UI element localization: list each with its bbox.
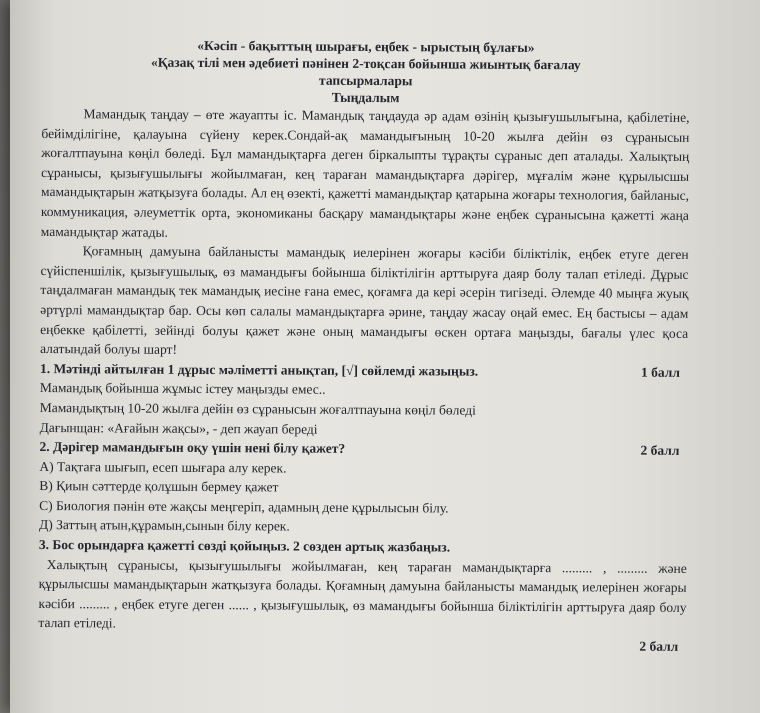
question-2-points: 2 балл [640,442,680,458]
assessment-document [38,36,690,657]
header-motto: «Кәсіп - бақыттың шырағы, еңбек - ырыстың бұлағы» [197,37,535,56]
header-title: «Қазақ тілі мен әдебиеті пәнінен 2-тоқсан бойынша жиынтық бағалау [150,54,581,73]
question-3-points: 2 балл [639,638,679,654]
question-3-title: 3. Бос орындарға қажетті сөзді қойыңыз. 2 сөзден артық жазбаңыз. [38,537,451,555]
paper-sheet [10,0,760,713]
header-subtitle: тапсырмалары [319,72,413,89]
q2-option-c: С) Биология пәнін өте жақсы меңгеріп, адамның дене құрылысын білу. [39,497,449,516]
q1-option: Мамандық бойынша жұмыс істеу маңызды емес.. [39,380,326,398]
question-3-text: Халықтың сұранысы, қызығушылығы жойылмаған, кең тараған мамандықтарға ......... , ......... және құрылысшы мамандықтарын жатқызуға болады. Қоғамның дамуына байланысты мамандық иелерінен жоғары кәсіби ......... , еңбек етуге деген ...... , қызығушылық, өз мамандығы бойынша біліктілігін арттыруға даяр болу талап етіледі. [38,556,687,631]
question-1-points: 1 балл [641,364,681,380]
q1-option: Мамандықтың 10-20 жылға дейін өз сұранысын жоғалтпауына көңіл бөледі [39,399,476,418]
paragraph-1: Мамандық таңдау – өте жауапты іс. Мамандық таңдауда әр адам өзінің қызығушылығына, қабілетіне, бейімділігіне, қалауына сүйену керек.Сондай-ақ мамандығының 10-20 жылға дейін өз сұранысын жоғалтпауына көңіл бөледі. Бұл мамандықтарға деген біркалыпты тұрақты сұраныс деп аталады. Халықтың сұранысы, қызығушылығы жойылмаған, кең тараған мамандықтарға дәрігер, мұғалім және құрылысшы мамандықтарын жатқызуға болады. Ал ең өзекті, қажетті мамандықтар қатарына жоғары технология, байланыс, коммуникация, әлеуметтік орта, экономиканы басқару мамандықтары және еңбек сұранысына қажетті жаңа мамандықтар жатады. [40,106,690,240]
q2-option-d: Д) Заттың атын,құрамын,сынын білу керек. [38,517,290,534]
question-1-title: 1. Мәтінді айтылған 1 дұрыс мәліметті анықтап, [√] сөйлемді жазыңыз. [39,360,479,379]
question-2-title: 2. Дәрігер мамандығын оқу үшін нені білу қажет? [39,439,346,456]
section-title: Тыңдалым [331,89,400,106]
q1-option: Дағынщан: «Ағайын жақсы», - деп жауап береді [39,419,318,437]
q2-option-a: А) Тақтаға шығып, есеп шығара алу керек. [39,458,287,476]
q2-option-b: В) Қиын сәттерде қолұшын бермеу қажет [39,478,279,495]
document-header [42,36,690,108]
paragraph-2: Қоғамның дамуына байланысты мамандық иелерінен жоғары кәсіби біліктілік, еңбек етуге деген сүйіспеншілік, қызығушылық, өз мамандығы бойынша біліктілігін арттыруға даяр болу талап етіледі. Дұрыс таңдалмаған мамандық тек мамандық иесіне ғана емес, қоғамға да кері әсерін тигізеді. Әлемде 40 мыңға жуық әртүрлі мамандықтар бар. Осы көп салалы мамандықтарға әрине, таңдау жасау оңай емес. Ең бастысы – адам еңбекке қабілетті, зейінді болуы қажет және оның мамандығы өскен ортаға маңызды, бағалы үлес қоса алатындай болуы шарт! [40,243,689,357]
